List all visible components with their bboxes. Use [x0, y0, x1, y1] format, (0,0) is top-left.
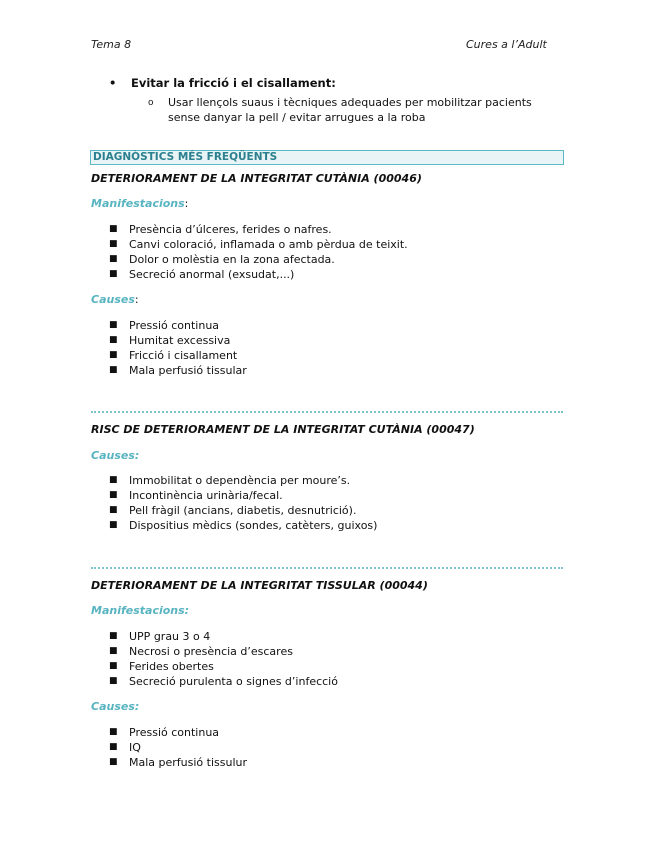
header-subject: Cures a l’Adult — [466, 38, 547, 51]
manifestations-list — [91, 222, 561, 282]
manifestations-label: Manifestacions — [91, 197, 185, 210]
list-item — [91, 659, 561, 674]
bullet-icon: • — [109, 76, 117, 90]
diagnosis-title: RISC DE DETERIORAMENT DE LA INTEGRITAT CUTÀNIA (00047) — [91, 423, 475, 436]
list-item-text: IQ — [129, 741, 141, 754]
header-topic: Tema 8 — [91, 38, 132, 51]
bullet-icon: ■ — [109, 350, 118, 360]
list-item-text: Necrosi o presència d’escares — [129, 645, 293, 658]
list-item — [91, 740, 561, 755]
causes-label: Causes — [91, 293, 135, 306]
list-item-text: Presència d’úlceres, ferides o nafres. — [129, 223, 332, 236]
bullet-icon: ■ — [109, 365, 118, 375]
list-item-text: Fricció i cisallament — [129, 349, 238, 362]
bullet-icon: ■ — [109, 320, 118, 330]
list-item — [91, 267, 561, 282]
list-item-text: Dolor o molèstia en la zona afectada. — [129, 253, 335, 266]
list-item-text: Mala perfusió tissular — [129, 364, 247, 377]
list-item-text: Dispositius mèdics (sondes, catèters, guixos) — [129, 519, 378, 532]
list-item — [91, 518, 561, 533]
list-item-text: Canvi coloració, inflamada o amb pèrdua de teixit. — [129, 238, 408, 251]
bullet-icon: ■ — [109, 742, 118, 752]
bullet-icon: ■ — [109, 661, 118, 671]
list-item-text: Humitat excessiva — [129, 334, 231, 347]
list-item — [91, 674, 561, 689]
section-divider — [91, 411, 563, 413]
colon: : — [134, 293, 139, 306]
list-item — [91, 363, 561, 378]
intro-subitem — [148, 95, 564, 125]
list-item-text: Ferides obertes — [129, 660, 214, 673]
list-item-text: Pell fràgil (ancians, diabetis, desnutrició). — [129, 504, 357, 517]
list-item-text: Secreció anormal (exsudat,...) — [129, 268, 295, 281]
manifestations-heading — [91, 604, 189, 617]
bullet-icon: ■ — [109, 254, 118, 264]
bullet-icon: ■ — [109, 269, 118, 279]
list-item-text: Mala perfusió tissulur — [129, 756, 248, 769]
list-item — [91, 725, 561, 740]
intro-subitem-text: Usar llençols suaus i tècniques adequades per mobilitzar pacients sense danyar la pell / evitar arrugues a la roba — [168, 96, 532, 124]
list-item — [91, 488, 561, 503]
causes-list — [91, 725, 561, 770]
bullet-icon: ■ — [109, 676, 118, 686]
list-item — [91, 318, 561, 333]
bullet-icon: ■ — [109, 239, 118, 249]
bullet-icon: ■ — [109, 757, 118, 767]
bullet-icon: ■ — [109, 490, 118, 500]
list-item-text: Pressió continua — [129, 726, 220, 739]
list-item-text: Pressió continua — [129, 319, 220, 332]
bullet-icon: ■ — [109, 520, 118, 530]
bullet-icon: ■ — [109, 475, 118, 485]
manifestations-list — [91, 629, 561, 689]
circle-bullet-icon: o — [148, 98, 154, 108]
bullet-icon: ■ — [109, 335, 118, 345]
manifestations-heading — [91, 197, 188, 210]
list-item-text: Incontinència urinària/fecal. — [129, 489, 283, 502]
causes-label: Causes: — [91, 449, 140, 462]
causes-list — [91, 318, 561, 378]
intro-bullet-text: Evitar la fricció i el cisallament: — [131, 76, 336, 90]
causes-list — [91, 473, 561, 533]
list-item — [91, 348, 561, 363]
diagnosis-title: DETERIORAMENT DE LA INTEGRITAT CUTÀNIA (00046) — [91, 172, 422, 185]
list-item — [91, 333, 561, 348]
section-title: DIAGNÒSTICS MÉS FREQÜENTS — [90, 150, 564, 165]
list-item — [91, 755, 561, 770]
bullet-icon: ■ — [109, 505, 118, 515]
list-item — [91, 237, 561, 252]
list-item — [91, 644, 561, 659]
causes-heading — [91, 449, 139, 462]
colon: : — [184, 197, 189, 210]
list-item — [91, 252, 561, 267]
list-item-text: UPP grau 3 o 4 — [129, 630, 211, 643]
causes-heading — [91, 700, 139, 713]
causes-heading — [91, 293, 139, 306]
list-item — [91, 629, 561, 644]
bullet-icon: ■ — [109, 646, 118, 656]
bullet-icon: ■ — [109, 727, 118, 737]
list-item — [91, 222, 561, 237]
causes-label: Causes: — [91, 700, 140, 713]
section-divider — [91, 567, 563, 569]
list-item — [91, 473, 561, 488]
diagnosis-title: DETERIORAMENT DE LA INTEGRITAT TISSULAR (00044) — [91, 579, 428, 592]
list-item-text: Secreció purulenta o signes d’infecció — [129, 675, 338, 688]
manifestations-label: Manifestacions: — [91, 604, 190, 617]
bullet-icon: ■ — [109, 631, 118, 641]
list-item-text: Immobilitat o dependència per moure’s. — [129, 474, 351, 487]
list-item — [91, 503, 561, 518]
bullet-icon: ■ — [109, 224, 118, 234]
